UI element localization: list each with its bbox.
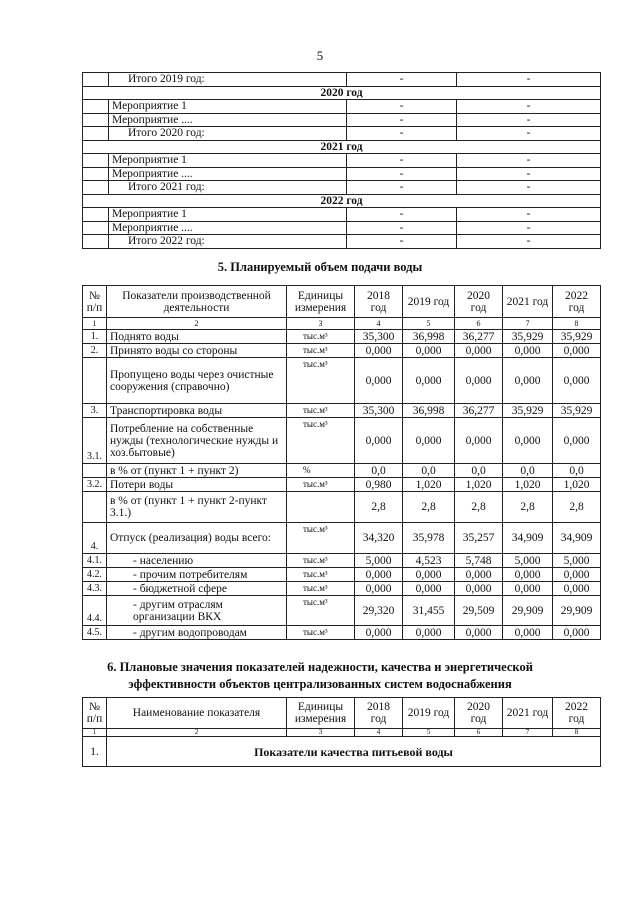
column-number: 7 <box>503 318 553 330</box>
column-number: 8 <box>553 729 601 737</box>
value-cell: 0,000 <box>355 568 403 582</box>
year-label: 2020 год <box>83 86 601 100</box>
column-number: 1 <box>83 318 107 330</box>
value-cell: 0,0 <box>403 464 455 478</box>
value-cell: 35,929 <box>503 404 553 418</box>
unit: тыс.м³ <box>287 582 355 596</box>
value-cell: - <box>457 154 601 168</box>
unit: тыс.м³ <box>287 358 355 404</box>
spacer-cell <box>83 208 109 222</box>
indicator-name: Пропущено воды через очистные сооружения (справочно) <box>107 358 287 404</box>
row-number: 4.3. <box>83 582 107 596</box>
table-row <box>83 626 601 640</box>
value-cell: 0,000 <box>553 344 601 358</box>
value-cell: 36,998 <box>403 330 455 344</box>
value-cell: 2,8 <box>503 492 553 523</box>
row-number: 4.1. <box>83 554 107 568</box>
spacer-cell <box>83 113 109 127</box>
indicator-name: - бюджетной сфере <box>107 582 287 596</box>
value-cell: 0,000 <box>355 582 403 596</box>
column-header: 2020 год <box>455 698 503 729</box>
unit <box>287 492 355 523</box>
value-cell: 35,929 <box>503 330 553 344</box>
value-cell: 0,000 <box>455 626 503 640</box>
year-row <box>83 194 601 208</box>
unit: тыс.м³ <box>287 478 355 492</box>
table-row <box>83 492 601 523</box>
value-cell: - <box>347 167 457 181</box>
event-label: Итого 2022 год: <box>109 235 347 249</box>
column-number: 4 <box>355 729 403 737</box>
table-row <box>83 127 601 141</box>
column-number: 1 <box>83 729 107 737</box>
indicator-name: Транспортировка воды <box>107 404 287 418</box>
value-cell: 35,300 <box>355 404 403 418</box>
column-number: 6 <box>455 729 503 737</box>
value-cell: 0,0 <box>503 464 553 478</box>
value-cell: 0,000 <box>503 568 553 582</box>
row-number: 2. <box>83 344 107 358</box>
event-label: Итого 2020 год: <box>109 127 347 141</box>
row-number: 1. <box>83 330 107 344</box>
value-cell: 29,909 <box>553 596 601 626</box>
indicator-name: - прочим потребителям <box>107 568 287 582</box>
column-number: 4 <box>355 318 403 330</box>
value-cell: 0,000 <box>553 358 601 404</box>
value-cell: 0,000 <box>503 582 553 596</box>
unit: тыс.м³ <box>287 418 355 464</box>
value-cell: 5,000 <box>355 554 403 568</box>
event-label: Мероприятие 1 <box>109 154 347 168</box>
value-cell: 1,020 <box>503 478 553 492</box>
unit: тыс.м³ <box>287 596 355 626</box>
column-header: 2021 год <box>503 286 553 318</box>
table-row <box>83 418 601 464</box>
table-row <box>83 235 601 249</box>
table-row <box>83 582 601 596</box>
unit: тыс.м³ <box>287 554 355 568</box>
row-number: 4. <box>83 523 107 554</box>
events-table <box>82 72 601 249</box>
value-cell: - <box>457 167 601 181</box>
value-cell: 35,978 <box>403 523 455 554</box>
value-cell: 0,000 <box>455 568 503 582</box>
value-cell: 0,000 <box>403 358 455 404</box>
event-label: Мероприятие 1 <box>109 208 347 222</box>
column-number: 2 <box>107 318 287 330</box>
column-number: 2 <box>107 729 287 737</box>
value-cell: 0,000 <box>355 418 403 464</box>
column-number: 3 <box>287 729 355 737</box>
column-header: Единицы измерения <box>287 286 355 318</box>
value-cell: 0,0 <box>455 464 503 478</box>
table-row <box>83 358 601 404</box>
unit: тыс.м³ <box>287 330 355 344</box>
value-cell: 0,000 <box>455 344 503 358</box>
value-cell: 35,929 <box>553 330 601 344</box>
value-cell: 29,320 <box>355 596 403 626</box>
row-number: 3.2. <box>83 478 107 492</box>
value-cell: 36,998 <box>403 404 455 418</box>
value-cell: - <box>347 100 457 114</box>
column-header: 2018 год <box>355 286 403 318</box>
event-label: Итого 2019 год: <box>109 73 347 87</box>
value-cell: 1,020 <box>403 478 455 492</box>
indicator-name: в % от (пункт 1 + пункт 2-пункт 3.1.) <box>107 492 287 523</box>
table-row <box>83 596 601 626</box>
column-number: 7 <box>503 729 553 737</box>
value-cell: 0,000 <box>403 626 455 640</box>
year-row <box>83 86 601 100</box>
event-label: Итого 2021 год: <box>109 181 347 195</box>
indicator-name: Принято воды со стороны <box>107 344 287 358</box>
value-cell: - <box>457 127 601 141</box>
value-cell: 0,000 <box>553 418 601 464</box>
column-header: Единицы измерения <box>287 698 355 729</box>
column-header: 2022 год <box>553 698 601 729</box>
unit: % <box>287 464 355 478</box>
value-cell: 0,000 <box>403 582 455 596</box>
value-cell: 0,000 <box>455 358 503 404</box>
indicator-name: Потери воды <box>107 478 287 492</box>
value-cell: 0,000 <box>455 582 503 596</box>
table-row <box>83 221 601 235</box>
indicator-name: Потребление на собственные нужды (технологические нужды и хоз.бытовые) <box>107 418 287 464</box>
value-cell: - <box>347 221 457 235</box>
row-number: 1. <box>83 737 107 767</box>
value-cell: - <box>457 113 601 127</box>
table-row <box>83 344 601 358</box>
value-cell: 2,8 <box>455 492 503 523</box>
indicator-name: - другим отраслям организации ВКХ <box>107 596 287 626</box>
value-cell: 0,000 <box>355 626 403 640</box>
value-cell: - <box>457 100 601 114</box>
year-label: 2021 год <box>83 140 601 154</box>
section-6-title-line-1: 6. Плановые значения показателей надежности, качества и энергетической <box>107 660 533 674</box>
value-cell: 0,000 <box>503 344 553 358</box>
year-row <box>83 140 601 154</box>
table-row <box>83 523 601 554</box>
table-row <box>83 154 601 168</box>
column-header: Показатели производственной деятельности <box>107 286 287 318</box>
water-supply-table <box>82 285 601 640</box>
row-number: 4.4. <box>83 596 107 626</box>
row-number: 3. <box>83 404 107 418</box>
indicator-name: Отпуск (реализация) воды всего: <box>107 523 287 554</box>
column-header: 2019 год <box>403 286 455 318</box>
column-header: 2021 год <box>503 698 553 729</box>
value-cell: 31,455 <box>403 596 455 626</box>
indicator-name: Поднято воды <box>107 330 287 344</box>
value-cell: 2,8 <box>355 492 403 523</box>
row-number: 3.1. <box>83 418 107 464</box>
indicators-table <box>82 697 601 767</box>
spacer-cell <box>83 73 109 87</box>
value-cell: 2,8 <box>553 492 601 523</box>
event-label: Мероприятие .... <box>109 167 347 181</box>
value-cell: 0,0 <box>355 464 403 478</box>
table-row <box>83 167 601 181</box>
value-cell: 0,0 <box>553 464 601 478</box>
indicator-name: - другим водопроводам <box>107 626 287 640</box>
row-number: 4.2. <box>83 568 107 582</box>
value-cell: - <box>457 235 601 249</box>
value-cell: 5,000 <box>553 554 601 568</box>
spacer-cell <box>83 235 109 249</box>
value-cell: - <box>347 154 457 168</box>
value-cell: - <box>347 235 457 249</box>
value-cell: - <box>457 208 601 222</box>
unit: тыс.м³ <box>287 626 355 640</box>
value-cell: 35,929 <box>553 404 601 418</box>
column-header: № п/п <box>83 698 107 729</box>
value-cell: 5,748 <box>455 554 503 568</box>
value-cell: 1,020 <box>455 478 503 492</box>
event-label: Мероприятие .... <box>109 113 347 127</box>
spacer-cell <box>83 181 109 195</box>
value-cell: 0,000 <box>553 626 601 640</box>
column-number: 5 <box>403 318 455 330</box>
value-cell: 0,000 <box>553 568 601 582</box>
value-cell: - <box>457 73 601 87</box>
column-header: 2019 год <box>403 698 455 729</box>
column-header: № п/п <box>83 286 107 318</box>
spacer-cell <box>83 167 109 181</box>
row-number: 4.5. <box>83 626 107 640</box>
column-number: 6 <box>455 318 503 330</box>
table-row <box>83 330 601 344</box>
table-row <box>83 208 601 222</box>
value-cell: 5,000 <box>503 554 553 568</box>
table-row <box>83 100 601 114</box>
column-header: 2018 год <box>355 698 403 729</box>
year-label: 2022 год <box>83 194 601 208</box>
row-number <box>83 358 107 404</box>
event-label: Мероприятие 1 <box>109 100 347 114</box>
value-cell: 29,509 <box>455 596 503 626</box>
column-header: Наименование показателя <box>107 698 287 729</box>
page-number: 5 <box>316 48 324 63</box>
value-cell: - <box>347 181 457 195</box>
value-cell: 34,909 <box>553 523 601 554</box>
value-cell: 0,000 <box>355 358 403 404</box>
value-cell: 2,8 <box>403 492 455 523</box>
value-cell: 34,320 <box>355 523 403 554</box>
unit: тыс.м³ <box>287 344 355 358</box>
value-cell: - <box>347 73 457 87</box>
table-row <box>83 554 601 568</box>
row-number <box>83 492 107 523</box>
value-cell: 0,000 <box>355 344 403 358</box>
value-cell: - <box>347 208 457 222</box>
value-cell: 36,277 <box>455 404 503 418</box>
value-cell: - <box>347 127 457 141</box>
value-cell: 0,000 <box>503 626 553 640</box>
value-cell: 0,000 <box>503 418 553 464</box>
spacer-cell <box>83 127 109 141</box>
value-cell: 35,300 <box>355 330 403 344</box>
unit: тыс.м³ <box>287 404 355 418</box>
event-label: Мероприятие .... <box>109 221 347 235</box>
table-row <box>83 73 601 87</box>
column-number: 8 <box>553 318 601 330</box>
column-header: 2020 год <box>455 286 503 318</box>
spacer-cell <box>83 154 109 168</box>
row-number <box>83 464 107 478</box>
indicator-name: - населению <box>107 554 287 568</box>
table-row <box>83 478 601 492</box>
table-row <box>83 113 601 127</box>
value-cell: - <box>347 113 457 127</box>
unit: тыс.м³ <box>287 568 355 582</box>
value-cell: 35,257 <box>455 523 503 554</box>
value-cell: 29,909 <box>503 596 553 626</box>
value-cell: 34,909 <box>503 523 553 554</box>
unit: тыс.м³ <box>287 523 355 554</box>
value-cell: 0,000 <box>403 344 455 358</box>
value-cell: 4,523 <box>403 554 455 568</box>
value-cell: 36,277 <box>455 330 503 344</box>
value-cell: - <box>457 221 601 235</box>
column-number: 3 <box>287 318 355 330</box>
spacer-cell <box>83 100 109 114</box>
indicator-name: в % от (пункт 1 + пункт 2) <box>107 464 287 478</box>
table-row <box>83 464 601 478</box>
value-cell: 0,000 <box>403 568 455 582</box>
spacer-cell <box>83 221 109 235</box>
value-cell: 0,980 <box>355 478 403 492</box>
column-header: 2022 год <box>553 286 601 318</box>
value-cell: 0,000 <box>553 582 601 596</box>
value-cell: 0,000 <box>403 418 455 464</box>
column-number: 5 <box>403 729 455 737</box>
table-row <box>83 568 601 582</box>
value-cell: 0,000 <box>455 418 503 464</box>
section-5-title: 5. Планируемый объем подачи воды <box>217 260 423 274</box>
table-row <box>83 181 601 195</box>
section-6-title-line-2: эффективности объектов централизованных систем водоснабжения <box>128 677 512 691</box>
value-cell: 0,000 <box>503 358 553 404</box>
value-cell: - <box>457 181 601 195</box>
group-title: Показатели качества питьевой воды <box>107 737 601 767</box>
value-cell: 1,020 <box>553 478 601 492</box>
table-row <box>83 737 601 767</box>
table-row <box>83 404 601 418</box>
